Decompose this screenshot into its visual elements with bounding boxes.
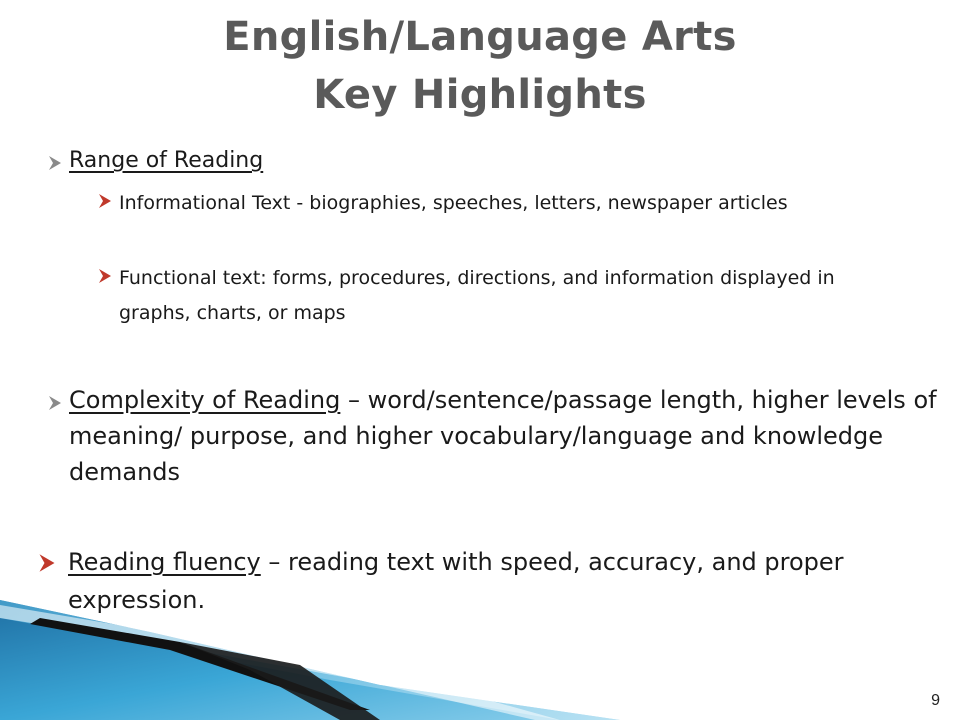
title-line-2: Key Highlights <box>313 72 647 118</box>
bullet-fluency-text: – reading text with speed, accuracy, and proper expression. <box>68 548 844 614</box>
bullet-complexity-text: – word/sentence/passage length, higher levels of meaning/ purpose, and higher vocabulary/language and knowledge demands <box>69 386 937 486</box>
bullet-range-of-reading <box>69 146 929 176</box>
bullet-complexity-heading: Complexity of Reading <box>69 386 341 414</box>
decorative-wave-graphic <box>0 560 620 720</box>
title-line-1: English/Language Arts <box>223 14 737 60</box>
slide-title <box>0 8 960 124</box>
arrow-bullet-icon <box>98 193 112 209</box>
arrow-bullet-icon <box>48 395 62 411</box>
page-number: 9 <box>931 692 940 709</box>
arrow-bullet-icon <box>98 268 112 284</box>
bullet-range-heading: Range of Reading <box>69 148 264 173</box>
bullet-complexity-of-reading <box>69 382 939 490</box>
sub-bullet-functional-text: Functional text: forms, procedures, directions, and information displayed in graphs, charts, or maps <box>119 267 835 324</box>
sub-bullet-informational-text: Informational Text - biographies, speeches, letters, newspaper articles <box>119 192 788 214</box>
arrow-bullet-icon <box>48 155 62 171</box>
bullet-fluency-heading: Reading fluency <box>68 548 261 576</box>
